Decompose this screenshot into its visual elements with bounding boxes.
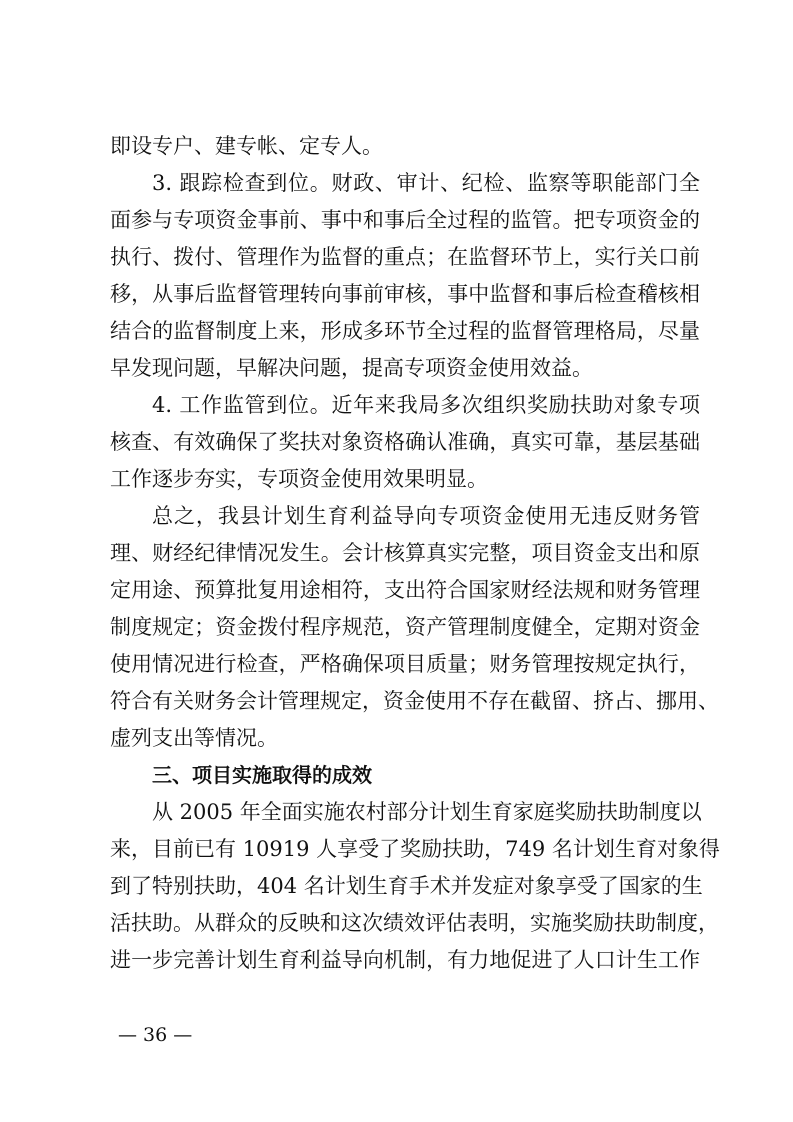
- document-body: [110, 128, 720, 979]
- section-heading: 三、项目实施取得的成效: [152, 763, 372, 787]
- text-line: 理、财经纪律情况发生。会计核算真实完整，项目资金支出和原: [110, 541, 700, 565]
- text-line: 面参与专项资金事前、事中和事后全过程的监管。把专项资金的: [110, 208, 700, 232]
- text-line: 从 2005 年全面实施农村部分计划生育家庭奖励扶助制度以: [152, 800, 702, 824]
- text-line: 结合的监督制度上来，形成多环节全过程的监督管理格局，尽量: [110, 319, 700, 343]
- text-line: 进一步完善计划生育利益导向机制，有力地促进了人口计生工作: [110, 948, 700, 972]
- text-line: 4. 工作监管到位。近年来我局多次组织奖励扶助对象专项: [152, 393, 700, 417]
- text-line: 执行、拨付、管理作为监督的重点；在监督环节上，实行关口前: [110, 245, 700, 269]
- text-line: 早发现问题，早解决问题，提高专项资金使用效益。: [110, 356, 593, 380]
- text-line: 活扶助。从群众的反映和这次绩效评估表明，实施奖励扶助制度，: [110, 911, 719, 935]
- text-line: 工作逐步夯实，专项资金使用效果明显。: [110, 467, 488, 491]
- text-line: 即设专户、建专帐、定专人。: [110, 134, 383, 158]
- text-line: 符合有关财务会计管理规定，资金使用不存在截留、挤占、挪用、: [110, 689, 719, 713]
- text-line: 核查、有效确保了奖扶对象资格确认准确，真实可靠，基层基础: [110, 430, 700, 454]
- text-line: 虚列支出等情况。: [110, 726, 278, 750]
- text-line: 3. 跟踪检查到位。财政、审计、纪检、监察等职能部门全: [152, 171, 700, 195]
- text-line: 来，目前已有 10919 人享受了奖励扶助，749 名计划生育对象得: [110, 837, 720, 861]
- text-line: 总之，我县计划生育利益导向专项资金使用无违反财务管: [152, 504, 700, 528]
- text-line: 定用途、预算批复用途相符，支出符合国家财经法规和财务管理: [110, 578, 700, 602]
- text-line: 到了特别扶助，404 名计划生育手术并发症对象享受了国家的生: [110, 874, 703, 898]
- page-number: — 36 —: [118, 1024, 193, 1046]
- text-line: 使用情况进行检查，严格确保项目质量；财务管理按规定执行，: [110, 652, 700, 676]
- text-line: 移，从事后监督管理转向事前审核，事中监督和事后检查稽核相: [110, 282, 700, 306]
- text-line: 制度规定；资金拨付程序规范，资产管理制度健全，定期对资金: [110, 615, 700, 639]
